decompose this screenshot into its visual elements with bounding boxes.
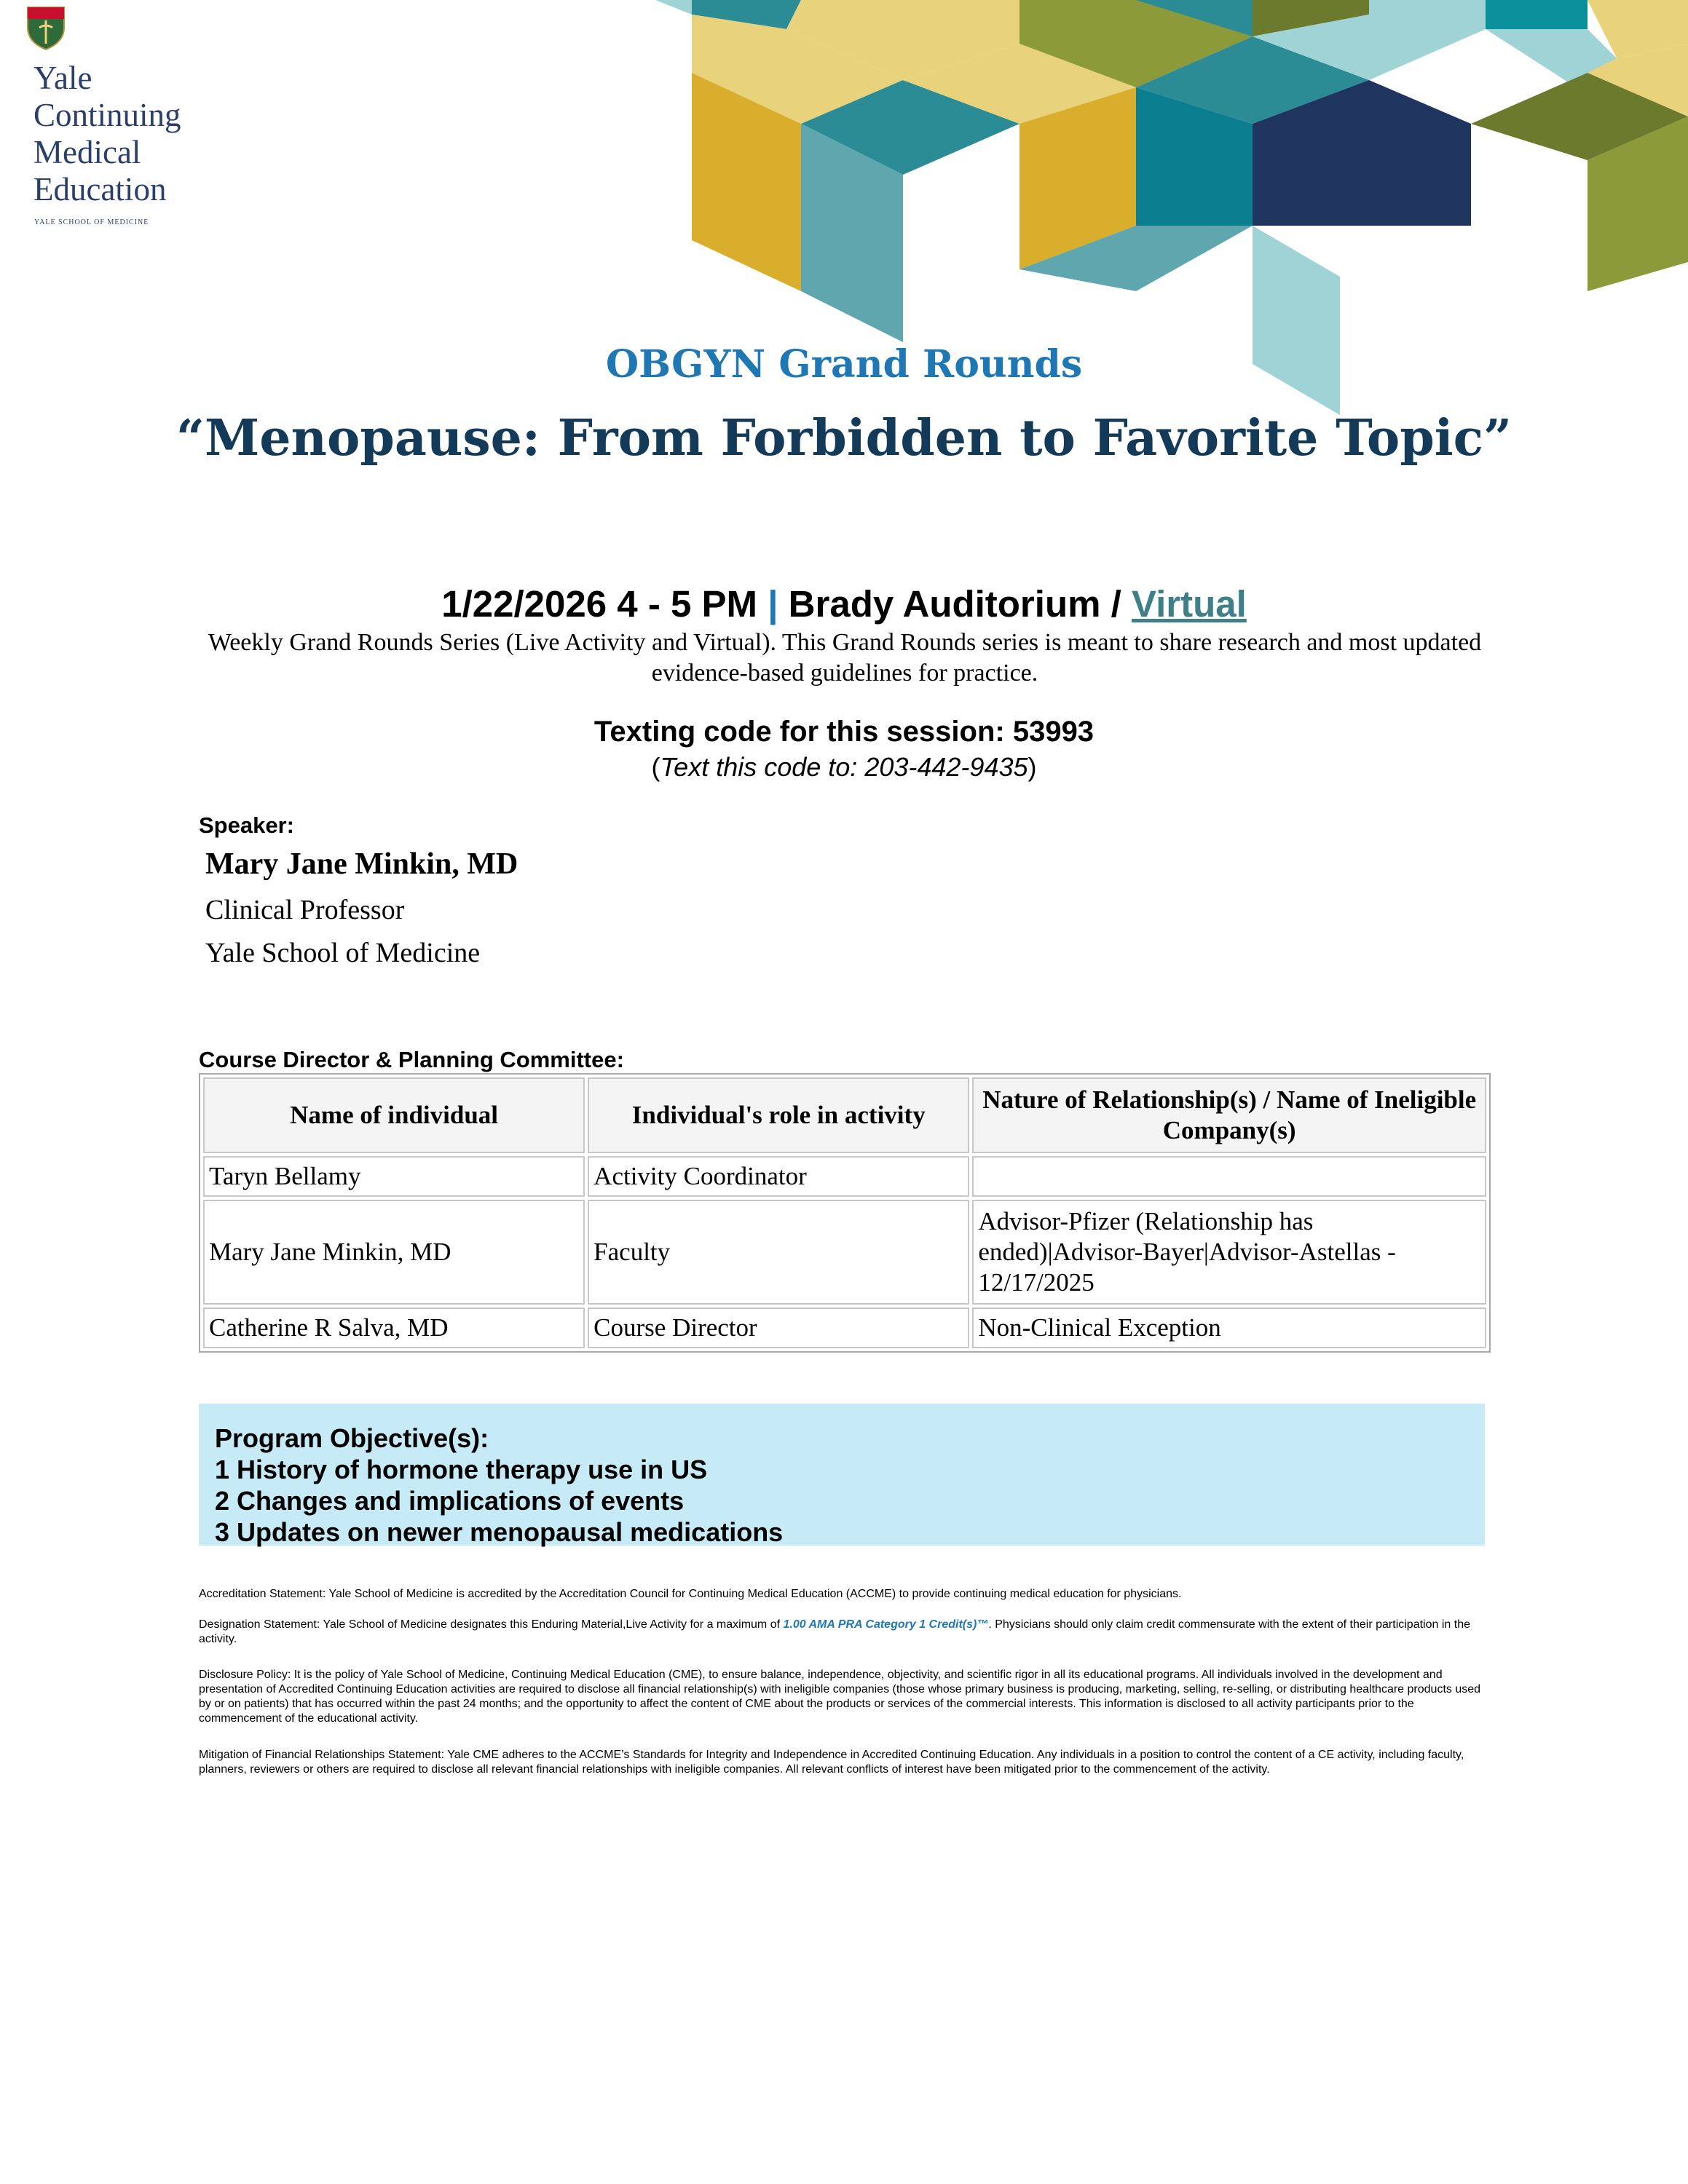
series-description: Weekly Grand Rounds Series (Live Activity and Virtual). This Grand Rounds series is meant to share research and most updated evidence-based guidelines for practice. [208, 629, 1482, 687]
texting-instruction: (Text this code to: 203-442-9435) [651, 752, 1037, 782]
committee-table [199, 1073, 1491, 1353]
objectives-heading: Program Objective(s): [215, 1423, 489, 1453]
cell-role: Faculty [588, 1200, 969, 1305]
yale-shield-icon [26, 6, 66, 51]
column-header: Name of individual [203, 1077, 585, 1153]
accreditation-statement: Accreditation Statement: Yale School of Medicine is accredited by the Accreditation Council for Continuing Medical Education (ACCME) to provide continuing medical education for physicians. [199, 1588, 1182, 1600]
speaker-title: Clinical Professor [205, 895, 405, 925]
texting-instruction-text: Text this code to: 203-442-9435 [660, 752, 1028, 782]
cell-name: Mary Jane Minkin, MD [203, 1200, 585, 1305]
event-datetime: 1/22/2026 4 - 5 PM [441, 583, 758, 625]
designation-statement [199, 1618, 1491, 1647]
credit-amount: 1.00 AMA PRA Category 1 Credit(s)™ [783, 1618, 989, 1631]
logo-line: Continuing [33, 97, 181, 133]
logo-line: Medical [33, 134, 141, 170]
speaker-heading: Speaker: [199, 812, 294, 838]
program-objectives [199, 1404, 1485, 1546]
logo-wordmark [33, 60, 181, 208]
logo-line: Education [33, 171, 167, 207]
cell-relationship [972, 1156, 1486, 1197]
objective-item: 3 Updates on newer menopausal medications [215, 1517, 784, 1547]
table-header-row [203, 1077, 1486, 1153]
event-when-where [0, 582, 1688, 625]
texting-code: Texting code for this session: 53993 [593, 716, 1095, 748]
series-title: OBGYN Grand Rounds [605, 342, 1083, 387]
column-header: Nature of Relationship(s) / Name of Ineligible Company(s) [972, 1077, 1486, 1153]
table-row [203, 1156, 1486, 1197]
cell-name: Taryn Bellamy [203, 1156, 585, 1197]
table-row [203, 1200, 1486, 1305]
objective-item: 1 History of hormone therapy use in US [215, 1455, 708, 1484]
disclosure-policy: Disclosure Policy: It is the policy of Yale School of Medicine, Continuing Medical Education (CME), to ensure balance, independence, objectivity, and scientific rigor in all its educational programs. All individuals involved in the development and presentation of Accredited Continuing Education activities are required to disclose all financial relationship(s) with ineligible companies (those whose primary business is producing, marketing, selling, re-selling, or distributing healthcare products used by or on patients) that has occurred within the past 24 months; and the opportunity to affect the content of CME about the products or services of the commercial interests. This information is disclosed to all activity participants prior to the commencement of the educational activity. [199, 1669, 1481, 1725]
committee-heading: Course Director & Planning Committee: [199, 1047, 624, 1072]
cell-role: Course Director [588, 1307, 969, 1348]
table-row [203, 1307, 1486, 1348]
column-header: Individual's role in activity [588, 1077, 969, 1153]
event-separator: | [768, 583, 778, 625]
speaker-name: Mary Jane Minkin, MD [205, 847, 518, 881]
logo-line: Yale [33, 60, 92, 96]
cell-name: Catherine R Salva, MD [203, 1307, 585, 1348]
logo-subline: YALE SCHOOL OF MEDICINE [34, 218, 149, 226]
objective-item: 2 Changes and implications of events [215, 1486, 685, 1516]
designation-text: . Physicians should only claim credit commensurate with the extent of their participation in the activity. [199, 1618, 1470, 1645]
designation-text: Designation Statement: Yale School of Medicine designates this Enduring Material,Live Activity for a maximum of [199, 1618, 784, 1631]
speaker-institution: Yale School of Medicine [205, 938, 481, 968]
mitigation-statement: Mitigation of Financial Relationships Statement: Yale CME adheres to the ACCME’s Standards for Integrity and Independence in Accredited Continuing Education. Any individuals in a position to control the content of a CE activity, including faculty, planners, reviewers or others are required to disclose all relevant financial relationships with ineligible companies. All relevant conflicts of interest have been mitigated prior to the commencement of the activity. [199, 1749, 1464, 1776]
event-location: Brady Auditorium / [788, 583, 1121, 625]
cell-relationship: Non-Clinical Exception [972, 1307, 1486, 1348]
cell-relationship: Advisor-Pfizer (Relationship has ended)|Advisor-Bayer|Advisor-Astellas - 12/17/2025 [972, 1200, 1486, 1305]
virtual-link[interactable]: Virtual [1131, 583, 1247, 625]
cell-role: Activity Coordinator [588, 1156, 969, 1197]
talk-title: “Menopause: From Forbidden to Favorite Topic” [175, 409, 1513, 467]
